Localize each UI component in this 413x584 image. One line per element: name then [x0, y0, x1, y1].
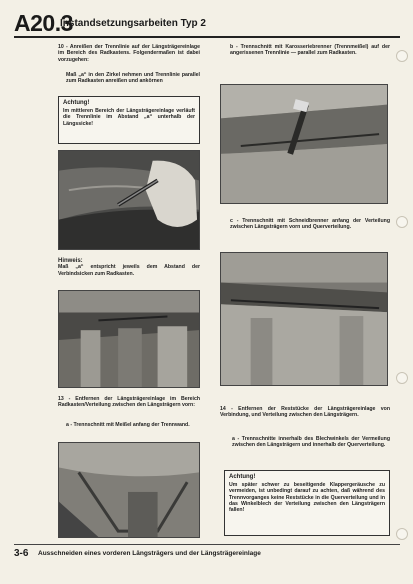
page-number: 3-6 [14, 548, 29, 559]
step-13-sub-a: a - Trennschnitt mit Meißel anfang der Trennwand. [66, 422, 190, 428]
warning-text: Um später schwer zu beseitigende Klappergeräusche zu vermeiden, ist unbedingt darauf zu achten, daß während des Trennvorganges keine Reststücke in die Querverteilung und in das Winkelblech der Verteilung zwischen den Längsträgern fallen! [229, 482, 385, 514]
step-10-text: 10 - Anreißen der Trennlinie auf der Längsträgereinlage im Bereich des Radkastens. Folgendermaßen ist dabei vorzugehen: [58, 44, 200, 63]
warning-box-1 [58, 96, 200, 144]
section-code: A20.3 [14, 10, 73, 36]
punch-hole [396, 372, 408, 384]
photo-chisel-cut [58, 442, 200, 538]
warning-box-2 [224, 470, 390, 536]
punch-hole [396, 50, 408, 62]
step-10-subtext: Maß „a“ in den Zirkel nehmen und Trennlinie parallel zum Radkasten anreißen und ankörnen [66, 72, 200, 85]
step-14-sub-a: a - Trennschnitte innerhalb des Blechwinkels der Vermeilung zwischen den Längsträgern und innerhalb der Querverteilung. [232, 436, 390, 449]
note-text: Maß „a“ entspricht jeweils dem Abstand der Verbindsicken zum Radkasten. [58, 264, 200, 277]
photo-floor-section [220, 252, 388, 386]
footer-title: Ausschneiden eines vorderen Längsträgers und der Längsträgereinlage [38, 550, 261, 557]
note-heading: Hinweis: [58, 258, 83, 264]
warning-heading: Achtung! [229, 474, 256, 480]
punch-hole [396, 528, 408, 540]
page-title: Instandsetzungsarbeiten Typ 2 [60, 18, 206, 29]
warning-heading: Achtung! [63, 100, 90, 106]
step-13-text: 13 - Entfernen der Längsträgereinlage im Bereich Radkasten/Verteilung zwischen den Längsträgern vorn: [58, 396, 200, 409]
footer-rule [14, 544, 400, 545]
step-10-c: c - Trennschnitt mit Schneidbrenner anfang der Verteilung zwischen Längsträgern vorn und Querverteilung. [230, 218, 390, 231]
header-rule [14, 36, 400, 38]
photo-marking-line [58, 150, 200, 250]
warning-text: Im mittleren Bereich der Längsträgereinlage verläuft die Trennlinie im Abstand „a“ unterhalb der Längssicke! [63, 108, 195, 127]
punch-hole [396, 216, 408, 228]
step-14-text: 14 - Entfernen der Reststücke der Längsträgereinlage von Verbindung, und Verteilung zwischen den Längsträgern. [220, 406, 390, 419]
photo-wheel-arch [58, 290, 200, 388]
photo-torch-cut [220, 84, 388, 204]
note-box [58, 258, 200, 277]
step-10-b: b - Trennschnitt mit Karosseriebrenner (Trennmeißel) auf der angerissenen Trennlinie — parallel zum Radkasten. [230, 44, 390, 57]
